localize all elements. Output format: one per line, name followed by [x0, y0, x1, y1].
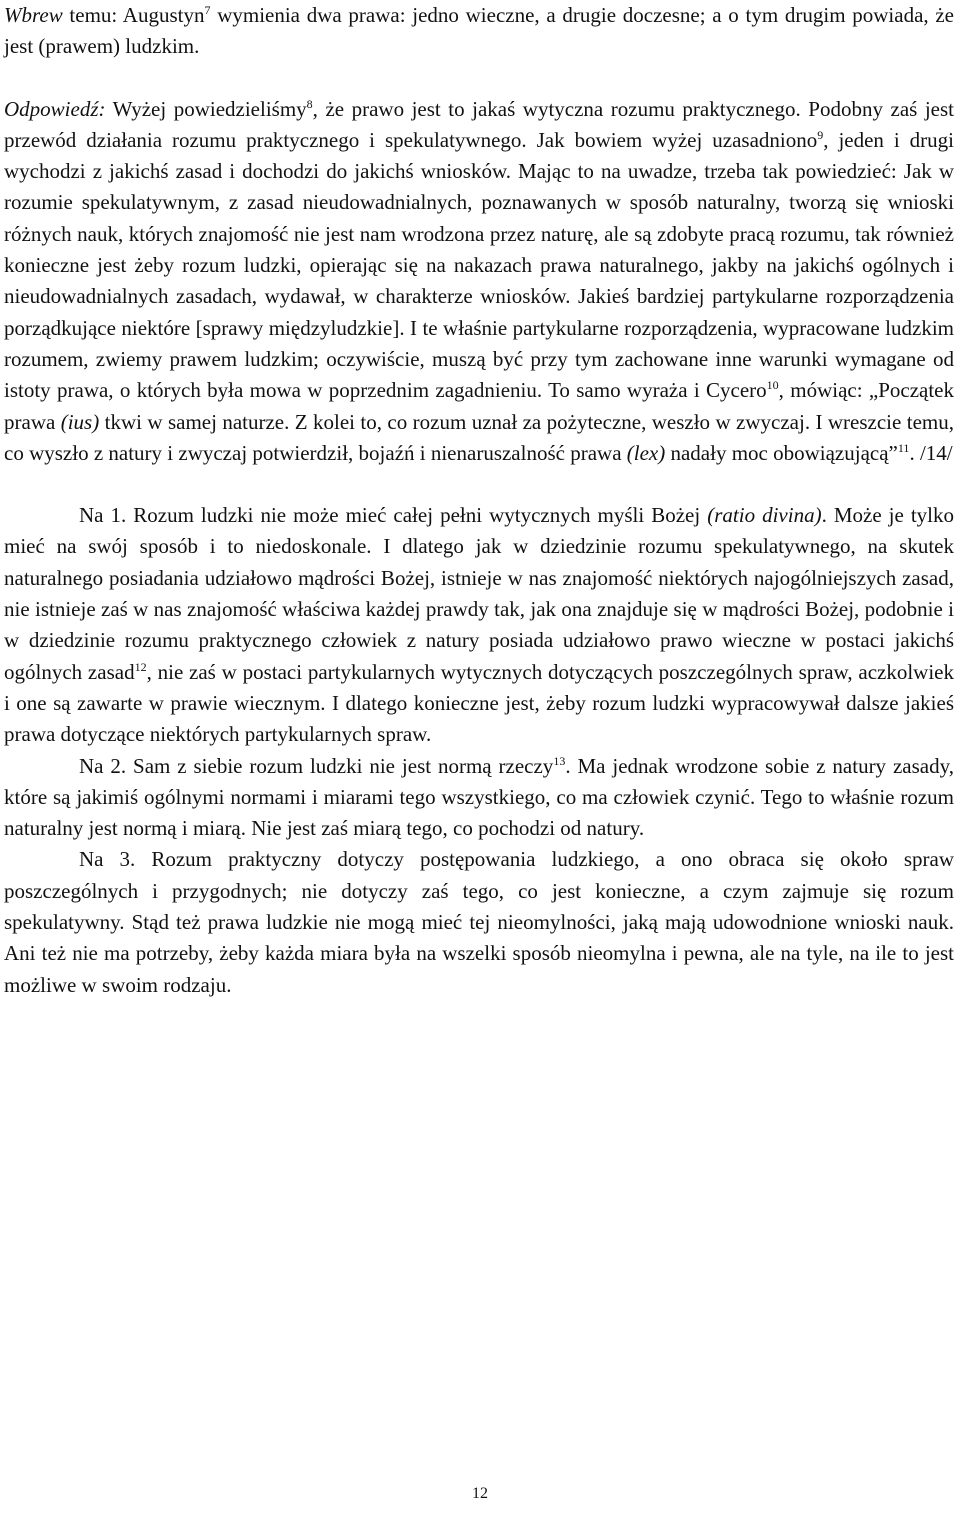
text-segment: . /14/ [909, 440, 953, 465]
text-segment: , jeden i drugi wychodzi z jakichś zasad i dochodzi do jakichś wniosków. Mając to na uwadze, trzeba tak powiedzieć: Jak w rozumie spekulatywnym, z zasad nieudowadnialnych, poznawanych w sposób naturalny, tworzą się wnioski różnych nauk, których znajomość nie jest nam wrodzona przez naturę, ale są zdobyte pracą rozumu, tak również konieczne jest żeby rozum ludzki, opierając się na nakazach prawa naturalnego, jakby na jakichś ogólnych i nieudowadnialnych zasadach, wydawał, w charakterze wniosków. Jakieś bardziej partykularne rozporządzenia porządkujące niektóre [sprawy międzyludzkie]. I te właśnie partykularne rozporządzenia, wypracowane ludzkim rozumem, zwiemy prawem ludzkim; oczywiście, muszą być przy tym zachowane inne warunki wymagane od istoty prawa, o których była mowa w poprzednim zagadnieniu. To samo wyraża i Cycero [4, 127, 954, 403]
paragraph-odpowiedz [4, 94, 954, 470]
text-segment: tkwi w samej naturze. Z kolei to, co rozum uznał za pożyteczne, weszło w zwyczaj. I wreszcie temu, co wyszło z natury i zwyczaj potwierdził, bojaźń i nienaruszalność prawa [4, 409, 954, 465]
page-number: 12 [472, 1485, 488, 1502]
text-segment: wymienia dwa prawa: jedno wieczne, a drugie doczesne; a o tym drugim powiada, że jest (prawem) ludzkim. [4, 3, 954, 59]
italic-text: (ratio divina) [707, 503, 822, 528]
paragraph-na-1 [4, 500, 954, 750]
text-segment: nadały moc obowiązującą” [665, 440, 898, 465]
footnote-ref: 11 [897, 440, 910, 455]
text-segment: . Ma jednak wrodzone sobie z natury zasady, które są jakimiś ogólnymi normami i miarami tego wszystkiego, co ma człowiek czynić. Tego to właśnie rozum naturalny jest normą i miarą. Nie jest zaś miarą tego, co pochodzi od natury. [4, 753, 954, 841]
paragraph-na-2 [4, 751, 954, 845]
text-segment: Na 1. Rozum ludzki nie może mieć całej pełni wytycznych myśli Bożej [79, 503, 708, 528]
footnote-ref: 9 [817, 127, 824, 142]
footnote-ref: 12 [134, 659, 147, 674]
text-segment: Wyżej powiedzieliśmy [105, 96, 307, 121]
text-segment: Na 3. Rozum praktyczny dotyczy postępowania ludzkiego, a ono obraca się około spraw poszczególnych i przygodnych; nie dotyczy zaś tego, co jest konieczne, a czym zajmuje się rozum spekulatywny. Stąd też prawa ludzkie nie mogą mieć tej nieomylności, jaką mają udowodnione wnioski nauk. Ani też nie ma potrzeby, żeby każda miara była na wszelki sposób nieomylna i pewna, ale na tyle, na ile to jest możliwe w swoim rodzaju. [4, 847, 954, 997]
paragraph-na-3 [4, 844, 954, 1000]
text-segment: temu: Augustyn [62, 3, 205, 27]
text-segment: , mówiąc: „Początek prawa [4, 378, 954, 434]
footnote-ref: 10 [766, 378, 779, 393]
document-body [4, 0, 954, 1001]
paragraph-wbrew [4, 0, 954, 63]
footnote-ref: 13 [553, 753, 566, 768]
text-segment: Na 2. Sam z siebie rozum ludzki nie jest normą rzeczy [79, 753, 554, 778]
footnote-ref: 8 [306, 96, 313, 111]
italic-text: Odpowiedź: [4, 96, 106, 121]
text-segment: , że prawo jest to jakaś wytyczna rozumu praktycznego. Podobny zaś jest przewód działania rozumu praktycznego i spekulatywnego. Jak bowiem wyżej uzasadniono [4, 96, 954, 152]
italic-text: (ius) [60, 409, 100, 434]
italic-text: Wbrew [4, 3, 63, 27]
footnote-ref: 7 [204, 3, 211, 17]
italic-text: (lex) [626, 440, 666, 465]
text-segment: , nie zaś w postaci partykularnych wytycznych dotyczących poszczególnych spraw, aczkolwiek i one są zawarte w prawie wiecznym. I dlatego konieczne jest, żeby rozum ludzki wypracowywał dalsze jakieś prawa dotyczące niektórych partykularnych spraw. [4, 659, 955, 747]
text-segment: . Może je tylko mieć na swój sposób i to niedoskonale. I dlatego jak w dziedzinie rozumu spekulatywnego, na skutek naturalnego posiadania udziałowo mądrości Bożej, istnieje w nas znajomość niektórych najogólniejszych zasad, nie istnieje zaś w nas znajomość właściwa każdej prawdy tak, jak ona znajduje się w mądrości Bożej, podobnie i w dziedzinie rozumu praktycznego człowiek z natury posiada udziałowo prawo wieczne w postaci jakichś ogólnych zasad [4, 503, 955, 684]
